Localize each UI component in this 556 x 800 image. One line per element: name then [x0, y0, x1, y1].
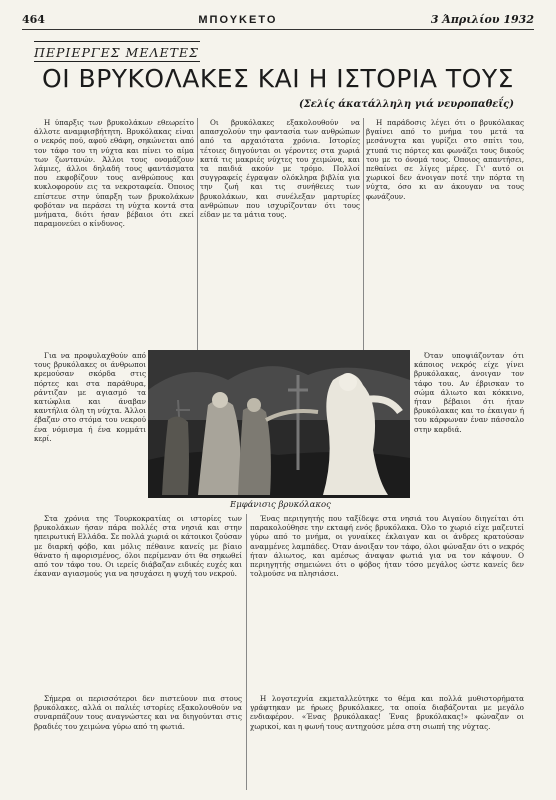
page-number: 464 — [22, 13, 45, 26]
article-column-right-wrap: Όταν υποψιάζονταν ότι κάποιος νεκρός είχε γίνει βρυκόλακας, άνοιγαν τον τάφο του. Αν έβρισκαν το σώμα άλιωτο και κόκκινο, ήταν βέβαιοι ότι ήταν βρυκόλακας και το έκαιγαν ή του κάρφωναν έναν πάσσαλο στην καρδιά. — [414, 351, 524, 434]
article-column-lower-right: Ένας περιηγητής που ταξίδεψε στα νησιά του Αιγαίου διηγείται ότι παρακολούθησε την εκταφή ενός βρυκόλακα. Όλο το χωριό είχε μαζευτεί γύρω από το μνήμα, οι γυναίκες έκλαιγαν και οι άνδρες κρατούσαν αναμμένες λαμπάδες. Όταν άνοιξαν τον τάφο, όλοι φώναξαν ότι ο νεκρός ήταν άλιωτος, και αμέσως άναψαν φωτιά για να τον κάψουν. Ο περιηγητής σημειώνει ότι ο φόβος ήταν τόσο μεγάλος ώστε κανείς δεν τολμούσε να πλησιάσει. — [250, 514, 524, 579]
article-column-foot-left: Σήμερα οι περισσότεροι δεν πιστεύουν πια στους βρυκόλακες, αλλά οι παλιές ιστορίες εξακολουθούν να συναρπάζουν τους αναγνώστες και να διηγούνται στις βραδιές του χειμώνα γύρω από τη φωτιά. — [34, 694, 242, 731]
vampire-illustration — [148, 350, 410, 498]
section-rule-top — [34, 41, 200, 42]
article-column-lower-left: Στα χρόνια της Τουρκοκρατίας οι ιστορίες των βρυκολάκων ήσαν πάρα πολλές στα νησιά και στην ηπειρωτική Ελλάδα. Σε πολλά χωριά οι κάτοικοι ζούσαν με διαρκή φόβο, και μόλις πέθαινε κανείς με βίαιο θάνατο ή αφορισμένος, όλοι περίμεναν ότι θα σηκωθεί από τον τάφο του. Οι ιερείς διάβαζαν ειδικές ευχές και έκαναν αγιασμούς για να ησυχάσει η ψυχή του νεκρού. — [34, 514, 242, 579]
column-divider — [246, 514, 247, 790]
illustration-caption: Εμφάνισις βρυκόλακος — [230, 500, 331, 510]
section-rule-bottom — [34, 61, 200, 62]
section-label: ΠΕΡΙΕΡΓΕΣ ΜΕΛΕΤΕΣ — [34, 45, 199, 60]
article-subtitle: (Σελίς άκατάλληλη γιά νευροπαθεΐς) — [299, 99, 514, 110]
article-column-left-wrap: Για να προφυλαχθούν από τους βρυκόλακες οι άνθρωποι κρεμούσαν σκόρδα στις πόρτες και στα παράθυρα, ράντιζαν με αγιασμό τα κατώφλια και άναβαν καντήλια όλη τη νύχτα. Άλλοι έβαζαν στο στόμα του νεκρού ένα νόμισμα ή ένα κομμάτι κερί. — [34, 351, 146, 443]
issue-date: 3 Άπριλίου 1932 — [430, 13, 534, 26]
article-column-2: Οι βρυκόλακες εξακολουθούν να απασχολούν την φαντασία των ανθρώπων από τα αρχαιότατα χρόνια. Ιστορίες τέτοιες διηγούνται οι γέροντες στα χωριά κατά τις μακριές νύχτες του χειμώνα, και τα παιδιά ακούν με τρόμο. Πολλοί συγγραφείς έγραψαν ολόκληρα βιβλία για την ζωή και τις συνήθειες των βρυκολάκων, και συνέλεξαν μαρτυρίες ανθρώπων που ισχυρίζονταν ότι τους είδαν με τα μάτια τους. — [200, 118, 360, 220]
article-title: ΟΙ ΒΡΥΚΟΛΑΚΕΣ ΚΑΙ Η ΙΣΤΟΡΙΑ ΤΟΥΣ — [42, 64, 514, 93]
article-column-foot-right: Η λογοτεχνία εκμεταλλεύτηκε το θέμα και πολλά μυθιστορήματα γράφτηκαν με ήρωες βρυκόλακες, τα οποία διαβάζονται με μεγάλο ενδιαφέρον. «Ένας βρυκόλακας! Ένας βρυκόλακας!» φώναζαν οι χωρικοί, και η φωνή τους αντηχούσε μέσα στη σιωπή της νύχτας. — [250, 694, 524, 731]
page-header — [22, 10, 534, 30]
magazine-name: ΜΠΟΥΚΕΤΟ — [198, 14, 278, 26]
article-column-3: Η παράδοσις λέγει ότι ο βρυκόλακας βγαίνει από το μνήμα του μετά τα μεσάνυχτα και γυρίζει στο σπίτι του, χτυπά τις πόρτες και φωνάζει τους δικούς του με το όνομά τους. Όποιος απαντήσει, πεθαίνει σε λίγες μέρες. Γι' αυτό οι χωρικοί δεν άνοιγαν ποτέ την πόρτα τη νύχτα, όσο κι αν άκουγαν να τους φωνάζουν. — [366, 118, 524, 201]
article-column-1: Η ύπαρξις των βρυκολάκων εθεωρείτο άλλοτε αναμφισβήτητη. Βρυκόλακας είναι ο νεκρός πού, αφού εθάφη, σηκώνεται από τον τάφο του τη νύχτα και πίνει το αίμα των ζωντανών. Άλλοι τους ονομάζουν λάμιες, άλλοι δηλαδή τους φαντάσματα που εκφοβίζουν τους ανθρώπους και κυκλοφορούν εις τα νεκροταφεία. Όποιος επίστευε στην ύπαρξη των βρυκολάκων φοβόταν να περάσει τη νύχτα κοντά στα μνήματα, διότι ήσαν βέβαιοι ότι εκεί παραμονεύει ο κίνδυνος. — [34, 118, 194, 229]
column-divider — [197, 118, 198, 350]
column-divider — [363, 118, 364, 350]
